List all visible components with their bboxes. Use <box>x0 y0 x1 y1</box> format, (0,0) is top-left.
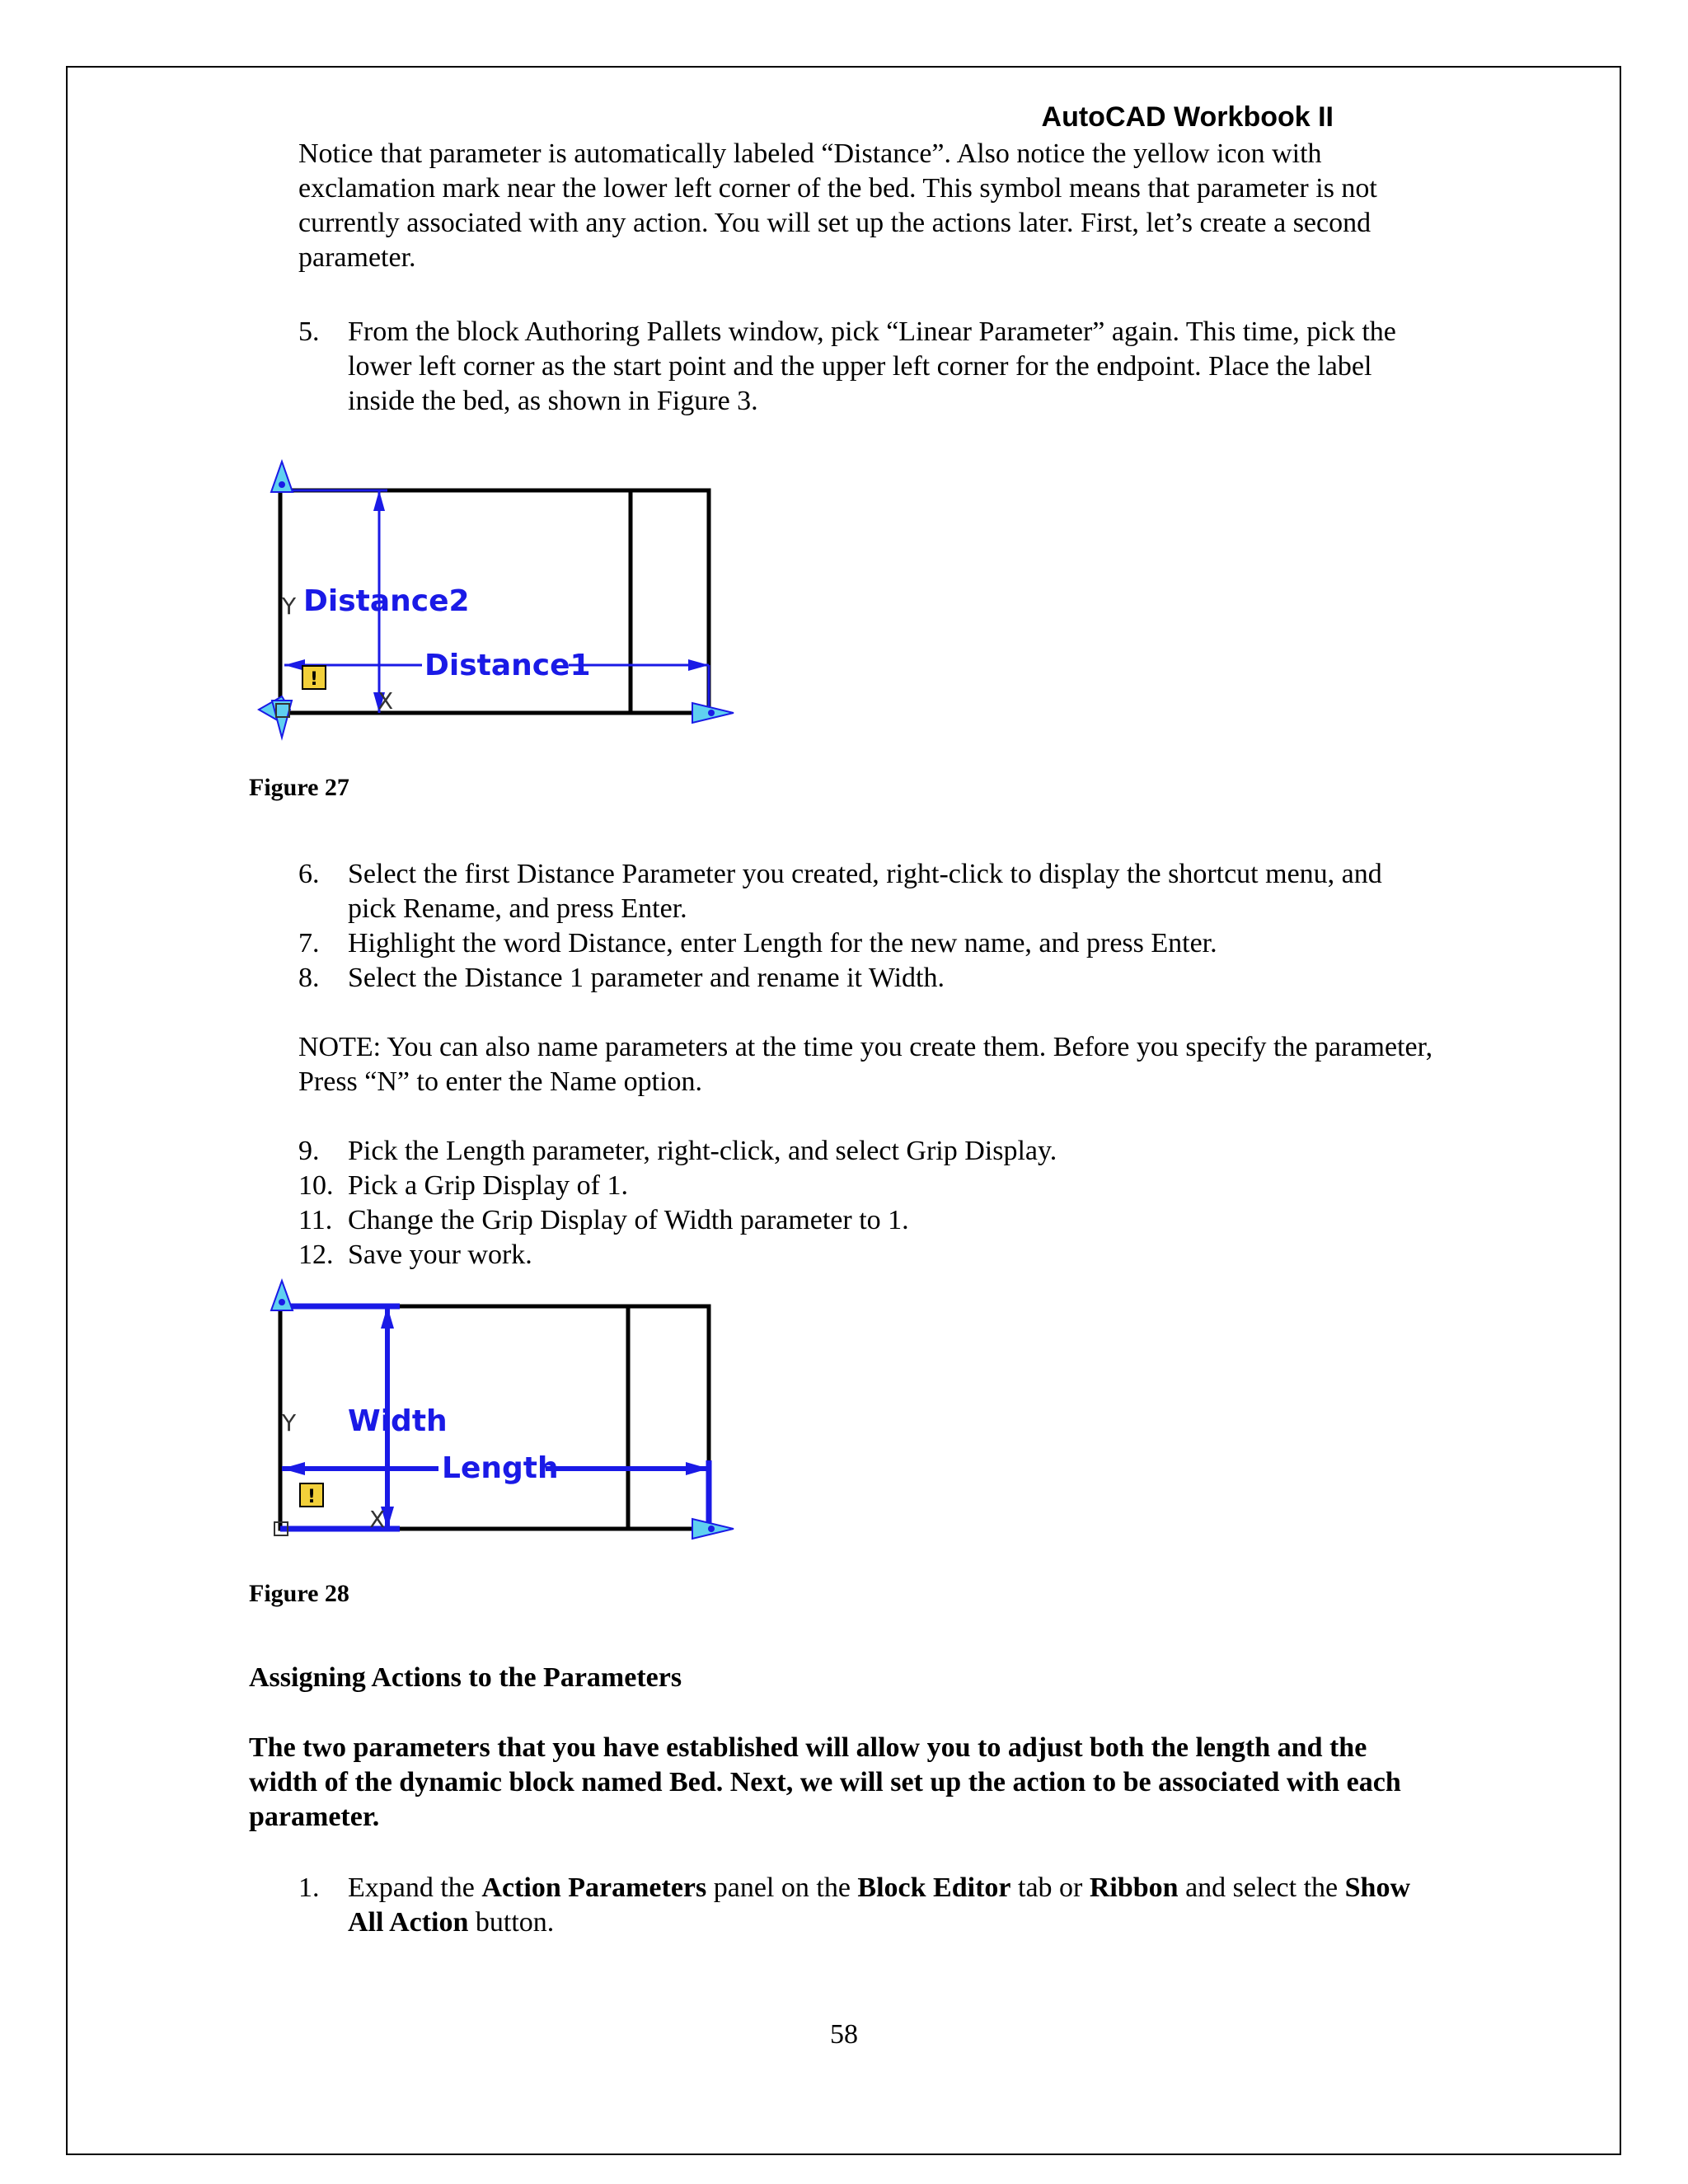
list-item-number: 9. <box>298 1136 320 1166</box>
ucs-y-label: Y <box>282 593 297 620</box>
width-label: Width <box>348 1404 448 1438</box>
note-paragraph: NOTE: You can also name parameters at the time you create them. Before you specify the parameter, Press “N” to enter the Name option. <box>298 1032 1433 1097</box>
list-item <box>298 1871 1436 1940</box>
list-item-text-mid: and select the <box>1178 1872 1345 1903</box>
list-item-text-mid: panel on the <box>706 1872 858 1903</box>
list-item <box>298 315 1436 419</box>
ucs-x-label: X <box>377 687 394 715</box>
list-item <box>298 926 1436 961</box>
figure-27-drawing <box>247 457 758 738</box>
vertical-arrow-top <box>373 490 385 511</box>
list-item-number: 5. <box>298 316 320 347</box>
list-item <box>298 1203 1436 1238</box>
figure-27-caption: Figure 27 <box>249 774 349 801</box>
grip-dot <box>708 710 715 716</box>
list-item-number: 1. <box>298 1872 320 1903</box>
list-item <box>298 857 1436 926</box>
list-item-number: 12. <box>298 1240 334 1270</box>
horizontal-arrow-right <box>688 659 709 671</box>
figure-28-drawing <box>247 1277 758 1558</box>
block-editor-term: Block Editor <box>857 1872 1011 1903</box>
list-item-number: 8. <box>298 963 320 993</box>
list-item-number: 6. <box>298 859 320 889</box>
steps-list-a <box>298 315 1436 419</box>
list-item-text: From the block Authoring Pallets window, pick “Linear Parameter” again. This time, pick the lower left corner as the start point and the upper left corner for the endpoint. Place the label inside the bed, as shown in Figure 3. <box>348 316 1396 416</box>
grip-arrow-top-icon <box>271 1281 293 1310</box>
ucs-x-label: X <box>369 1506 386 1533</box>
ucs-y-label: Y <box>282 1409 297 1436</box>
list-item <box>298 1238 1436 1272</box>
list-item-text: Change the Grip Display of Width parameter to 1. <box>348 1205 909 1235</box>
steps-list-b <box>298 857 1436 996</box>
distance2-label: Distance2 <box>303 584 470 618</box>
list-item-text: Highlight the word Distance, enter Length for the new name, and press Enter. <box>348 928 1217 958</box>
list-item-text: Pick a Grip Display of 1. <box>348 1170 628 1201</box>
warning-icon-glyph: ! <box>309 669 319 690</box>
page-number: 58 <box>830 2019 858 2050</box>
figure-28-caption: Figure 28 <box>249 1580 349 1607</box>
steps-list-c <box>298 1134 1436 1272</box>
steps-list-d <box>298 1871 1436 1940</box>
ribbon-term: Ribbon <box>1089 1872 1179 1903</box>
list-item-text: Select the first Distance Parameter you created, right-click to display the shortcut menu, and pick Rename, and press Enter. <box>348 859 1382 924</box>
bed-outline <box>280 1306 709 1529</box>
list-item-text: Save your work. <box>348 1240 532 1270</box>
section-heading: Assigning Actions to the Parameters <box>249 1662 682 1693</box>
width-arrow-top <box>381 1306 394 1329</box>
list-item <box>298 961 1436 996</box>
list-item-number: 11. <box>298 1205 333 1235</box>
section-paragraph: The two parameters that you have established will allow you to adjust both the length and the width of the dynamic block named Bed. Next, we will set up the action to be associated with each parameter. <box>249 1732 1401 1832</box>
grip-dot <box>708 1526 715 1532</box>
grip-dot <box>279 1299 285 1305</box>
warning-icon-glyph: ! <box>307 1487 316 1507</box>
action-parameters-term: Action Parameters <box>481 1872 707 1903</box>
length-arrow-right <box>686 1462 709 1475</box>
list-item <box>298 1169 1436 1203</box>
list-item-text: Select the Distance 1 parameter and rename it Width. <box>348 963 945 993</box>
length-arrow-left <box>282 1462 305 1475</box>
length-label: Length <box>442 1451 559 1485</box>
list-item-text-end: button. <box>468 1907 555 1938</box>
running-header: AutoCAD Workbook II <box>1041 101 1334 133</box>
list-item-text-mid: tab or <box>1010 1872 1090 1903</box>
list-item-text-start: Expand the <box>348 1872 482 1903</box>
list-item-text: Pick the Length parameter, right-click, and select Grip Display. <box>348 1136 1057 1166</box>
intro-paragraph: Notice that parameter is automatically labeled “Distance”. Also notice the yellow icon with exclamation mark near the lower left corner of the bed. This symbol means that parameter is not currently associated with any action. You will set up the actions later. First, let’s create a second parameter. <box>298 138 1377 273</box>
list-item-number: 10. <box>298 1170 334 1201</box>
list-item <box>298 1134 1436 1169</box>
list-item-number: 7. <box>298 928 320 958</box>
show-all-action-term: Show All Action <box>348 1872 1410 1938</box>
grip-dot <box>279 481 285 488</box>
distance1-label: Distance1 <box>424 649 591 682</box>
